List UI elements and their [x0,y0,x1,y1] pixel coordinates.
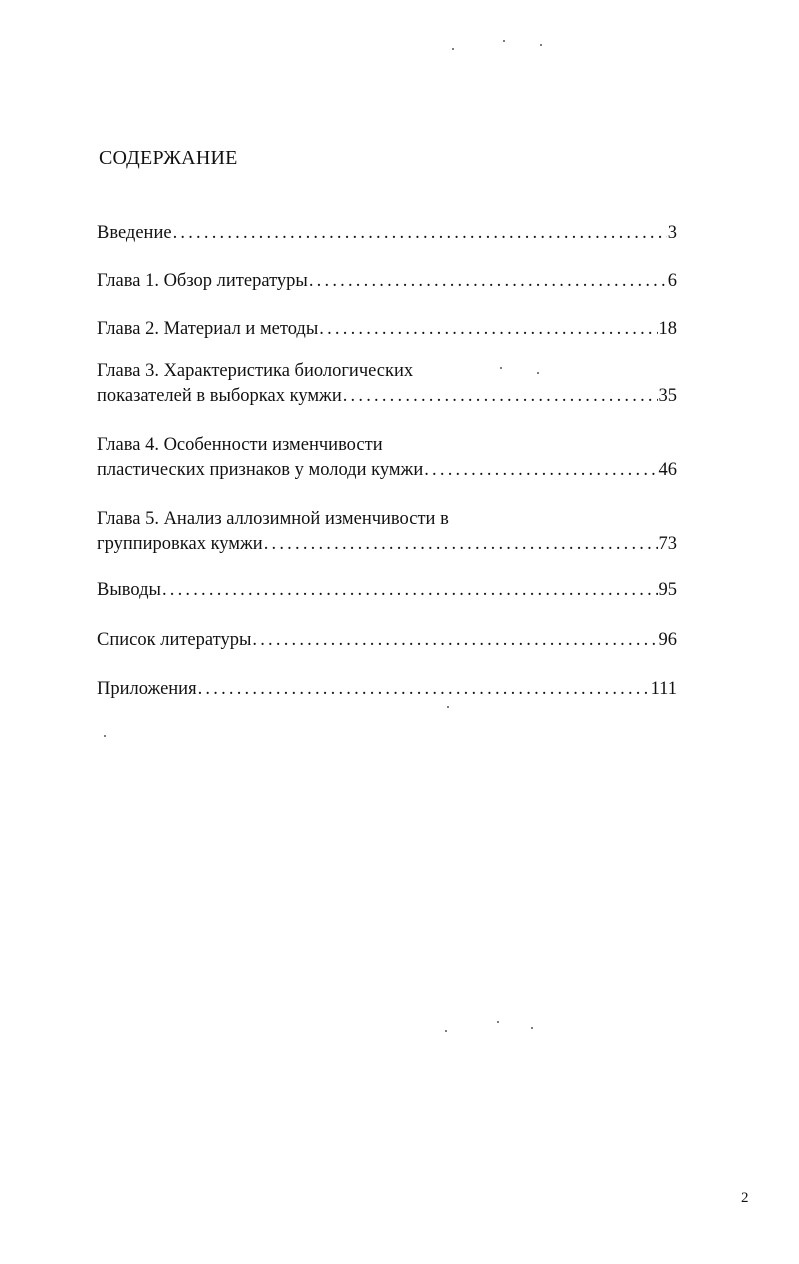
toc-entry-chapter-2 [97,317,677,342]
toc-entry-page: 18 [658,319,677,339]
toc-entry-page: 3 [667,223,677,243]
scan-speck [104,735,106,737]
scan-speck [497,1021,499,1023]
scan-speck [447,706,449,708]
toc-entry-title-line-1: Глава 4. Особенности изменчивости [97,435,383,455]
page-number: 2 [741,1190,749,1206]
toc-leader-dots [162,578,658,603]
toc-leader-dots [343,384,658,409]
toc-entry-introduction [97,221,677,246]
toc-leader-dots [173,221,667,246]
toc-entry-page: 96 [658,630,677,650]
toc-leader-dots [319,317,657,342]
toc-entry-appendices [97,677,677,702]
page-title: СОДЕРЖАНИЕ [99,147,238,169]
scan-speck [531,1027,533,1029]
scan-speck [503,40,505,42]
toc-entry-title: Список литературы [97,630,252,650]
toc-leader-dots [264,532,658,557]
toc-leader-dots [424,458,657,483]
toc-entry-page: 73 [658,534,677,554]
toc-entry-page: 35 [658,386,677,406]
toc-entry-page: 111 [650,679,677,699]
toc-entry-page: 46 [658,460,677,480]
toc-entry-conclusions [97,578,677,603]
toc-entry-page: 95 [658,580,677,600]
toc-entry-chapter-1 [97,269,677,294]
toc-entry-title: Выводы [97,580,161,600]
scan-speck [445,1030,447,1032]
scan-speck [452,48,454,50]
toc-entry-title-line-2: группировках кумжи [97,534,263,554]
toc-entry-title: Введение [97,223,172,243]
toc-entry-title-line-1: Глава 5. Анализ аллозимной изменчивости в [97,509,449,529]
scan-speck [540,44,542,46]
scan-speck [500,367,502,369]
toc-entry-title-line-1: Глава 3. Характеристика биологических [97,361,414,381]
toc-entry-title: Глава 2. Материал и методы [97,319,319,339]
toc-leader-dots [198,677,650,702]
toc-leader-dots [309,269,667,294]
toc-entry-title-line-2: пластических признаков у молоди кумжи [97,460,424,480]
scan-speck [537,372,539,374]
toc-entry-title-line-2: показателей в выборках кумжи [97,386,342,406]
toc-entry-chapter-4 [97,433,677,483]
toc-entry-chapter-3 [97,359,677,409]
toc-leader-dots [252,628,657,653]
toc-entry-references [97,628,677,653]
toc-entry-title: Глава 1. Обзор литературы [97,271,308,291]
toc-entry-chapter-5 [97,507,677,557]
toc-entry-page: 6 [667,271,677,291]
toc-entry-title: Приложения [97,679,197,699]
